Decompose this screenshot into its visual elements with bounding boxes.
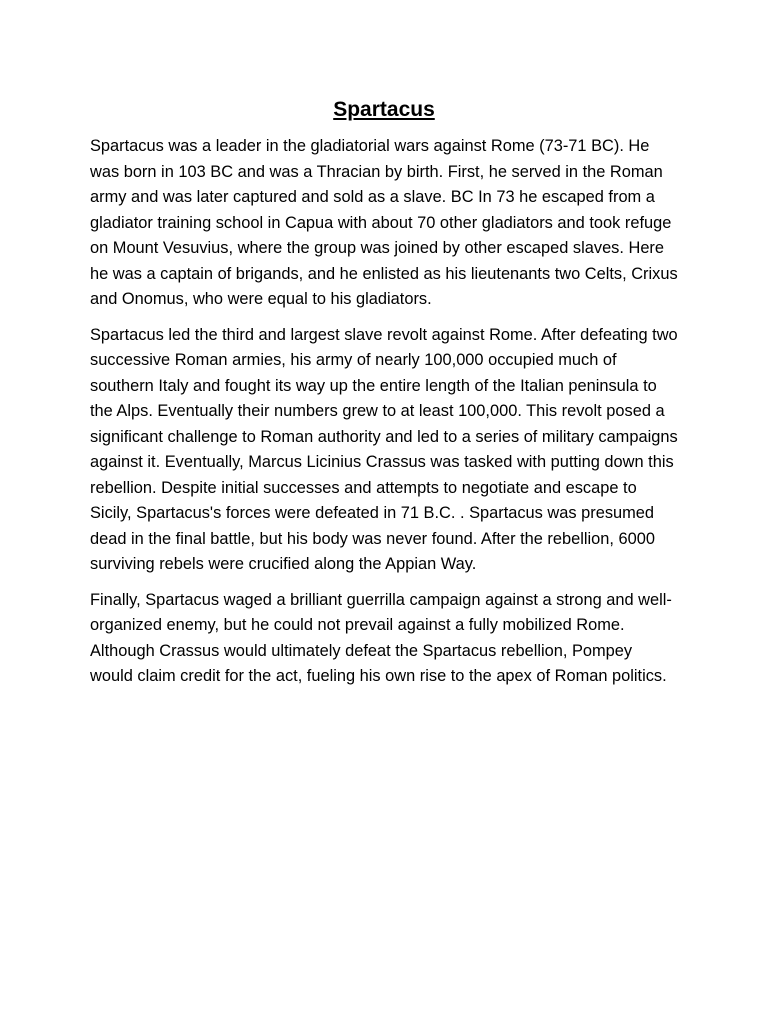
paragraph-1: Spartacus was a leader in the gladiatorial wars against Rome (73-71 BC). He was born in 103 BC and was a Thracian by birth. First, he served in the Roman army and was later captured and sold as a slave. BC In 73 he escaped from a gladiator training school in Capua with about 70 other gladiators and took refuge on Mount Vesuvius, where the group was joined by other escaped slaves. Here he was a captain of brigands, and he enlisted as his lieutenants two Celts, Crixus and Onomus, who were equal to his gladiators.: [90, 137, 678, 308]
paragraph-3: Finally, Spartacus waged a brilliant guerrilla campaign against a strong and well-organized enemy, but he could not prevail against a fully mobilized Rome. Although Crassus would ultimately defeat the Spartacus rebellion, Pompey would claim credit for the act, fueling his own rise to the apex of Roman politics.: [90, 590, 672, 685]
paragraph-2: Spartacus led the third and largest slave revolt against Rome. After defeating two successive Roman armies, his army of nearly 100,000 occupied much of southern Italy and fought its way up the entire length of the Italian peninsula to the Alps. Eventually their numbers grew to at least 100,000. This revolt posed a significant challenge to Roman authority and led to a series of military campaigns against it. Eventually, Marcus Licinius Crassus was tasked with putting down this rebellion. Despite initial successes and attempts to negotiate and escape to Sicily, Spartacus's forces were defeated in 71 B.C. . Spartacus was presumed dead in the final battle, but his body was never found. After the rebellion, 6000 surviving rebels were crucified along the Appian Way.: [90, 325, 678, 573]
document-title: Spartacus: [333, 98, 435, 121]
